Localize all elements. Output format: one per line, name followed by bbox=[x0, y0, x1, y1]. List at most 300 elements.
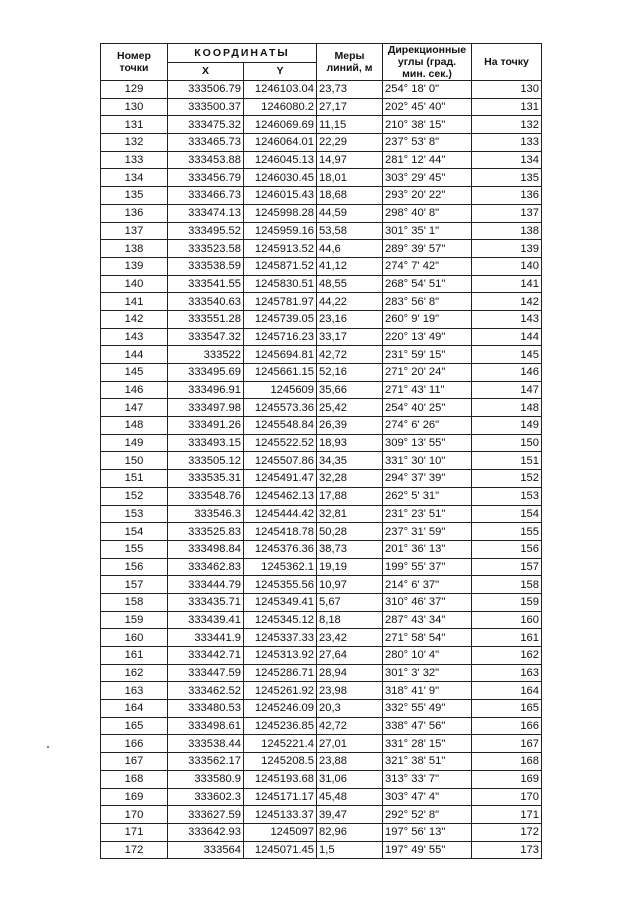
table-row bbox=[101, 364, 542, 382]
to-point-cell: 138 bbox=[472, 222, 542, 240]
direction-angle-cell: 281° 12' 44" bbox=[383, 151, 472, 169]
point-number-cell: 164 bbox=[101, 700, 168, 718]
line-length-cell: 42,72 bbox=[317, 346, 383, 364]
to-point-cell: 165 bbox=[472, 700, 542, 718]
direction-angle-cell: 231° 59' 15" bbox=[383, 346, 472, 364]
point-number-cell: 129 bbox=[101, 81, 168, 99]
y-coordinate-cell: 1245171.17 bbox=[244, 788, 317, 806]
y-coordinate-cell: 1245097 bbox=[244, 823, 317, 841]
x-coordinate-cell: 333602.3 bbox=[168, 788, 244, 806]
direction-angle-cell: 310° 46' 37" bbox=[383, 593, 472, 611]
x-coordinate-cell: 333642.93 bbox=[168, 823, 244, 841]
line-length-cell: 23,16 bbox=[317, 310, 383, 328]
point-number-cell: 145 bbox=[101, 364, 168, 382]
to-point-cell: 161 bbox=[472, 629, 542, 647]
line-length-cell: 25,42 bbox=[317, 399, 383, 417]
line-length-cell: 26,39 bbox=[317, 417, 383, 435]
point-number-cell: 159 bbox=[101, 611, 168, 629]
table-row bbox=[101, 417, 542, 435]
line-length-cell: 33,17 bbox=[317, 328, 383, 346]
y-coordinate-cell: 1245286.71 bbox=[244, 664, 317, 682]
table-row bbox=[101, 151, 542, 169]
x-coordinate-cell: 333447.59 bbox=[168, 664, 244, 682]
line-length-cell: 22,29 bbox=[317, 134, 383, 152]
direction-angle-cell: 231° 23' 51" bbox=[383, 505, 472, 523]
y-coordinate-cell: 1246069.69 bbox=[244, 116, 317, 134]
point-number-cell: 142 bbox=[101, 310, 168, 328]
table-row bbox=[101, 629, 542, 647]
direction-angle-cell: 301° 35' 1" bbox=[383, 222, 472, 240]
header-to-point: На точку bbox=[472, 44, 542, 81]
table-row bbox=[101, 523, 542, 541]
point-number-cell: 141 bbox=[101, 293, 168, 311]
point-number-cell: 139 bbox=[101, 257, 168, 275]
y-coordinate-cell: 1245609 bbox=[244, 381, 317, 399]
table-body bbox=[101, 81, 542, 859]
direction-angle-cell: 260° 9' 19" bbox=[383, 310, 472, 328]
line-length-cell: 48,55 bbox=[317, 275, 383, 293]
direction-angle-cell: 202° 45' 40" bbox=[383, 98, 472, 116]
y-coordinate-cell: 1245355.56 bbox=[244, 576, 317, 594]
table-row bbox=[101, 611, 542, 629]
x-coordinate-cell: 333480.53 bbox=[168, 700, 244, 718]
point-number-cell: 161 bbox=[101, 647, 168, 665]
line-length-cell: 10,97 bbox=[317, 576, 383, 594]
x-coordinate-cell: 333525.83 bbox=[168, 523, 244, 541]
x-coordinate-cell: 333491.26 bbox=[168, 417, 244, 435]
y-coordinate-cell: 1245830.51 bbox=[244, 275, 317, 293]
table-row bbox=[101, 558, 542, 576]
table-row bbox=[101, 735, 542, 753]
y-coordinate-cell: 1246030.45 bbox=[244, 169, 317, 187]
point-number-cell: 163 bbox=[101, 682, 168, 700]
y-coordinate-cell: 1245208.5 bbox=[244, 753, 317, 771]
direction-angle-cell: 262° 5' 31" bbox=[383, 487, 472, 505]
line-length-cell: 14,97 bbox=[317, 151, 383, 169]
y-coordinate-cell: 1245913.52 bbox=[244, 240, 317, 258]
y-coordinate-cell: 1245548.84 bbox=[244, 417, 317, 435]
line-length-cell: 32,81 bbox=[317, 505, 383, 523]
point-number-cell: 130 bbox=[101, 98, 168, 116]
direction-angle-cell: 271° 58' 54" bbox=[383, 629, 472, 647]
y-coordinate-cell: 1245959.16 bbox=[244, 222, 317, 240]
table-row bbox=[101, 682, 542, 700]
x-coordinate-cell: 333497.98 bbox=[168, 399, 244, 417]
to-point-cell: 158 bbox=[472, 576, 542, 594]
point-number-cell: 146 bbox=[101, 381, 168, 399]
to-point-cell: 139 bbox=[472, 240, 542, 258]
table-row bbox=[101, 540, 542, 558]
table-row bbox=[101, 169, 542, 187]
to-point-cell: 145 bbox=[472, 346, 542, 364]
point-number-cell: 147 bbox=[101, 399, 168, 417]
table-row bbox=[101, 700, 542, 718]
table-row bbox=[101, 823, 542, 841]
y-coordinate-cell: 1246045.13 bbox=[244, 151, 317, 169]
point-number-cell: 155 bbox=[101, 540, 168, 558]
x-coordinate-cell: 333493.15 bbox=[168, 434, 244, 452]
line-length-cell: 38,73 bbox=[317, 540, 383, 558]
x-coordinate-cell: 333474.13 bbox=[168, 204, 244, 222]
table-row bbox=[101, 240, 542, 258]
point-number-cell: 166 bbox=[101, 735, 168, 753]
to-point-cell: 154 bbox=[472, 505, 542, 523]
y-coordinate-cell: 1245221.4 bbox=[244, 735, 317, 753]
direction-angle-cell: 303° 47' 4" bbox=[383, 788, 472, 806]
line-length-cell: 27,01 bbox=[317, 735, 383, 753]
direction-angle-cell: 294° 37' 39" bbox=[383, 470, 472, 488]
direction-angle-cell: 293° 20' 22" bbox=[383, 187, 472, 205]
x-coordinate-cell: 333551.28 bbox=[168, 310, 244, 328]
point-number-cell: 154 bbox=[101, 523, 168, 541]
to-point-cell: 167 bbox=[472, 735, 542, 753]
line-length-cell: 45,48 bbox=[317, 788, 383, 806]
x-coordinate-cell: 333580.9 bbox=[168, 770, 244, 788]
to-point-cell: 150 bbox=[472, 434, 542, 452]
to-point-cell: 147 bbox=[472, 381, 542, 399]
y-coordinate-cell: 1245871.52 bbox=[244, 257, 317, 275]
direction-angle-cell: 301° 3' 32" bbox=[383, 664, 472, 682]
y-coordinate-cell: 1245462.13 bbox=[244, 487, 317, 505]
line-length-cell: 42,72 bbox=[317, 717, 383, 735]
point-number-cell: 133 bbox=[101, 151, 168, 169]
to-point-cell: 132 bbox=[472, 116, 542, 134]
line-length-cell: 27,17 bbox=[317, 98, 383, 116]
to-point-cell: 152 bbox=[472, 470, 542, 488]
line-length-cell: 18,01 bbox=[317, 169, 383, 187]
line-length-cell: 8,18 bbox=[317, 611, 383, 629]
line-length-cell: 5,67 bbox=[317, 593, 383, 611]
direction-angle-cell: 201° 36' 13" bbox=[383, 540, 472, 558]
point-number-cell: 157 bbox=[101, 576, 168, 594]
direction-angle-cell: 237° 31' 59" bbox=[383, 523, 472, 541]
point-number-cell: 138 bbox=[101, 240, 168, 258]
to-point-cell: 146 bbox=[472, 364, 542, 382]
line-length-cell: 19,19 bbox=[317, 558, 383, 576]
y-coordinate-cell: 1245193.68 bbox=[244, 770, 317, 788]
to-point-cell: 149 bbox=[472, 417, 542, 435]
to-point-cell: 166 bbox=[472, 717, 542, 735]
to-point-cell: 140 bbox=[472, 257, 542, 275]
to-point-cell: 141 bbox=[472, 275, 542, 293]
y-coordinate-cell: 1245071.45 bbox=[244, 841, 317, 859]
point-number-cell: 162 bbox=[101, 664, 168, 682]
point-number-cell: 144 bbox=[101, 346, 168, 364]
point-number-cell: 135 bbox=[101, 187, 168, 205]
y-coordinate-cell: 1245507.86 bbox=[244, 452, 317, 470]
x-coordinate-cell: 333439.41 bbox=[168, 611, 244, 629]
point-number-cell: 153 bbox=[101, 505, 168, 523]
direction-angle-cell: 332° 55' 49" bbox=[383, 700, 472, 718]
direction-angle-cell: 338° 47' 56" bbox=[383, 717, 472, 735]
direction-angle-cell: 271° 43' 11" bbox=[383, 381, 472, 399]
to-point-cell: 151 bbox=[472, 452, 542, 470]
table-row bbox=[101, 664, 542, 682]
x-coordinate-cell: 333538.44 bbox=[168, 735, 244, 753]
to-point-cell: 156 bbox=[472, 540, 542, 558]
x-coordinate-cell: 333627.59 bbox=[168, 806, 244, 824]
point-number-cell: 152 bbox=[101, 487, 168, 505]
table-row bbox=[101, 487, 542, 505]
point-number-cell: 167 bbox=[101, 753, 168, 771]
line-length-cell: 44,59 bbox=[317, 204, 383, 222]
point-number-cell: 171 bbox=[101, 823, 168, 841]
table-row bbox=[101, 576, 542, 594]
point-number-cell: 158 bbox=[101, 593, 168, 611]
y-coordinate-cell: 1245261.92 bbox=[244, 682, 317, 700]
x-coordinate-cell: 333498.61 bbox=[168, 717, 244, 735]
table-row bbox=[101, 452, 542, 470]
table-row bbox=[101, 187, 542, 205]
x-coordinate-cell: 333453.88 bbox=[168, 151, 244, 169]
y-coordinate-cell: 1245236.85 bbox=[244, 717, 317, 735]
table-row bbox=[101, 841, 542, 859]
point-number-cell: 151 bbox=[101, 470, 168, 488]
line-length-cell: 31,06 bbox=[317, 770, 383, 788]
y-coordinate-cell: 1245349.41 bbox=[244, 593, 317, 611]
table-row bbox=[101, 346, 542, 364]
direction-angle-cell: 197° 56' 13" bbox=[383, 823, 472, 841]
y-coordinate-cell: 1245573.36 bbox=[244, 399, 317, 417]
table-row bbox=[101, 434, 542, 452]
direction-angle-cell: 280° 10' 4" bbox=[383, 647, 472, 665]
to-point-cell: 148 bbox=[472, 399, 542, 417]
y-coordinate-cell: 1245418.78 bbox=[244, 523, 317, 541]
point-number-cell: 137 bbox=[101, 222, 168, 240]
point-number-cell: 170 bbox=[101, 806, 168, 824]
line-length-cell: 32,28 bbox=[317, 470, 383, 488]
to-point-cell: 134 bbox=[472, 151, 542, 169]
x-coordinate-cell: 333462.83 bbox=[168, 558, 244, 576]
line-length-cell: 28,94 bbox=[317, 664, 383, 682]
direction-angle-cell: 268° 54' 51" bbox=[383, 275, 472, 293]
x-coordinate-cell: 333442.71 bbox=[168, 647, 244, 665]
to-point-cell: 143 bbox=[472, 310, 542, 328]
point-number-cell: 172 bbox=[101, 841, 168, 859]
header-coordinates: КООРДИНАТЫ bbox=[168, 44, 317, 63]
x-coordinate-cell: 333541.55 bbox=[168, 275, 244, 293]
line-length-cell: 17,88 bbox=[317, 487, 383, 505]
to-point-cell: 172 bbox=[472, 823, 542, 841]
point-number-cell: 160 bbox=[101, 629, 168, 647]
x-coordinate-cell: 333435.71 bbox=[168, 593, 244, 611]
direction-angle-cell: 237° 53' 8" bbox=[383, 134, 472, 152]
to-point-cell: 173 bbox=[472, 841, 542, 859]
to-point-cell: 133 bbox=[472, 134, 542, 152]
to-point-cell: 131 bbox=[472, 98, 542, 116]
x-coordinate-cell: 333562.17 bbox=[168, 753, 244, 771]
header-y: Y bbox=[244, 62, 317, 81]
direction-angle-cell: 292° 52' 8" bbox=[383, 806, 472, 824]
header-x: X bbox=[168, 62, 244, 81]
to-point-cell: 144 bbox=[472, 328, 542, 346]
y-coordinate-cell: 1245345.12 bbox=[244, 611, 317, 629]
y-coordinate-cell: 1245376.36 bbox=[244, 540, 317, 558]
direction-angle-cell: 321° 38' 51" bbox=[383, 753, 472, 771]
to-point-cell: 170 bbox=[472, 788, 542, 806]
direction-angle-cell: 283° 56' 8" bbox=[383, 293, 472, 311]
to-point-cell: 159 bbox=[472, 593, 542, 611]
table-row bbox=[101, 505, 542, 523]
to-point-cell: 157 bbox=[472, 558, 542, 576]
direction-angle-cell: 254° 18' 0" bbox=[383, 81, 472, 99]
x-coordinate-cell: 333466.73 bbox=[168, 187, 244, 205]
to-point-cell: 130 bbox=[472, 81, 542, 99]
direction-angle-cell: 210° 38' 15" bbox=[383, 116, 472, 134]
direction-angle-cell: 331° 30' 10" bbox=[383, 452, 472, 470]
table-row bbox=[101, 275, 542, 293]
to-point-cell: 142 bbox=[472, 293, 542, 311]
x-coordinate-cell: 333564 bbox=[168, 841, 244, 859]
to-point-cell: 135 bbox=[472, 169, 542, 187]
x-coordinate-cell: 333475.32 bbox=[168, 116, 244, 134]
x-coordinate-cell: 333500.37 bbox=[168, 98, 244, 116]
line-length-cell: 52,16 bbox=[317, 364, 383, 382]
coordinates-table bbox=[100, 43, 542, 859]
table-row bbox=[101, 470, 542, 488]
y-coordinate-cell: 1245313.92 bbox=[244, 647, 317, 665]
y-coordinate-cell: 1245246.09 bbox=[244, 700, 317, 718]
point-number-cell: 136 bbox=[101, 204, 168, 222]
y-coordinate-cell: 1245522.52 bbox=[244, 434, 317, 452]
table-row bbox=[101, 116, 542, 134]
x-coordinate-cell: 333441.9 bbox=[168, 629, 244, 647]
direction-angle-cell: 197° 49' 55" bbox=[383, 841, 472, 859]
line-length-cell: 44,22 bbox=[317, 293, 383, 311]
line-length-cell: 18,68 bbox=[317, 187, 383, 205]
y-coordinate-cell: 1245716.23 bbox=[244, 328, 317, 346]
x-coordinate-cell: 333498.84 bbox=[168, 540, 244, 558]
line-length-cell: 23,98 bbox=[317, 682, 383, 700]
point-number-cell: 148 bbox=[101, 417, 168, 435]
x-coordinate-cell: 333462.52 bbox=[168, 682, 244, 700]
direction-angle-cell: 220° 13' 49" bbox=[383, 328, 472, 346]
point-number-cell: 149 bbox=[101, 434, 168, 452]
to-point-cell: 162 bbox=[472, 647, 542, 665]
point-number-cell: 168 bbox=[101, 770, 168, 788]
line-length-cell: 41,12 bbox=[317, 257, 383, 275]
y-coordinate-cell: 1245661.15 bbox=[244, 364, 317, 382]
line-length-cell: 23,73 bbox=[317, 81, 383, 99]
x-coordinate-cell: 333496.91 bbox=[168, 381, 244, 399]
table-row bbox=[101, 257, 542, 275]
x-coordinate-cell: 333548.76 bbox=[168, 487, 244, 505]
y-coordinate-cell: 1246015.43 bbox=[244, 187, 317, 205]
x-coordinate-cell: 333505.12 bbox=[168, 452, 244, 470]
y-coordinate-cell: 1246103.04 bbox=[244, 81, 317, 99]
direction-angle-cell: 274° 7' 42" bbox=[383, 257, 472, 275]
table-row bbox=[101, 328, 542, 346]
line-length-cell: 53,58 bbox=[317, 222, 383, 240]
y-coordinate-cell: 1245998.28 bbox=[244, 204, 317, 222]
direction-angle-cell: 289° 39' 57" bbox=[383, 240, 472, 258]
to-point-cell: 155 bbox=[472, 523, 542, 541]
x-coordinate-cell: 333465.73 bbox=[168, 134, 244, 152]
y-coordinate-cell: 1245337.33 bbox=[244, 629, 317, 647]
line-length-cell: 23,42 bbox=[317, 629, 383, 647]
direction-angle-cell: 274° 6' 26" bbox=[383, 417, 472, 435]
x-coordinate-cell: 333535.31 bbox=[168, 470, 244, 488]
header-direction-angles: Дирекционные углы (град. мин. сек.) bbox=[383, 44, 472, 81]
direction-angle-cell: 318° 41' 9" bbox=[383, 682, 472, 700]
table-row bbox=[101, 381, 542, 399]
y-coordinate-cell: 1245133.37 bbox=[244, 806, 317, 824]
x-coordinate-cell: 333547.32 bbox=[168, 328, 244, 346]
line-length-cell: 27,64 bbox=[317, 647, 383, 665]
scan-speck bbox=[47, 746, 49, 748]
y-coordinate-cell: 1245781.97 bbox=[244, 293, 317, 311]
table-row bbox=[101, 788, 542, 806]
x-coordinate-cell: 333495.52 bbox=[168, 222, 244, 240]
direction-angle-cell: 313° 33' 7" bbox=[383, 770, 472, 788]
y-coordinate-cell: 1246080.2 bbox=[244, 98, 317, 116]
to-point-cell: 153 bbox=[472, 487, 542, 505]
direction-angle-cell: 309° 13' 55" bbox=[383, 434, 472, 452]
point-number-cell: 132 bbox=[101, 134, 168, 152]
table-row bbox=[101, 399, 542, 417]
direction-angle-cell: 303° 29' 45" bbox=[383, 169, 472, 187]
table-row bbox=[101, 204, 542, 222]
direction-angle-cell: 298° 40' 8" bbox=[383, 204, 472, 222]
table-row bbox=[101, 222, 542, 240]
line-length-cell: 35,66 bbox=[317, 381, 383, 399]
to-point-cell: 171 bbox=[472, 806, 542, 824]
x-coordinate-cell: 333522 bbox=[168, 346, 244, 364]
point-number-cell: 140 bbox=[101, 275, 168, 293]
point-number-cell: 150 bbox=[101, 452, 168, 470]
point-number-cell: 169 bbox=[101, 788, 168, 806]
point-number-cell: 156 bbox=[101, 558, 168, 576]
table-row bbox=[101, 593, 542, 611]
direction-angle-cell: 287° 43' 34" bbox=[383, 611, 472, 629]
x-coordinate-cell: 333495.69 bbox=[168, 364, 244, 382]
y-coordinate-cell: 1245491.47 bbox=[244, 470, 317, 488]
line-length-cell: 18,93 bbox=[317, 434, 383, 452]
line-length-cell: 39,47 bbox=[317, 806, 383, 824]
x-coordinate-cell: 333444.79 bbox=[168, 576, 244, 594]
line-length-cell: 34,35 bbox=[317, 452, 383, 470]
to-point-cell: 168 bbox=[472, 753, 542, 771]
point-number-cell: 165 bbox=[101, 717, 168, 735]
table-row bbox=[101, 81, 542, 99]
x-coordinate-cell: 333538.59 bbox=[168, 257, 244, 275]
table-row bbox=[101, 717, 542, 735]
line-length-cell: 11,15 bbox=[317, 116, 383, 134]
y-coordinate-cell: 1246064.01 bbox=[244, 134, 317, 152]
line-length-cell: 50,28 bbox=[317, 523, 383, 541]
to-point-cell: 163 bbox=[472, 664, 542, 682]
table-row bbox=[101, 753, 542, 771]
direction-angle-cell: 214° 6' 37" bbox=[383, 576, 472, 594]
direction-angle-cell: 271° 20' 24" bbox=[383, 364, 472, 382]
line-length-cell: 20,3 bbox=[317, 700, 383, 718]
x-coordinate-cell: 333523.58 bbox=[168, 240, 244, 258]
y-coordinate-cell: 1245694.81 bbox=[244, 346, 317, 364]
table-row bbox=[101, 770, 542, 788]
to-point-cell: 136 bbox=[472, 187, 542, 205]
line-length-cell: 23,88 bbox=[317, 753, 383, 771]
to-point-cell: 164 bbox=[472, 682, 542, 700]
x-coordinate-cell: 333546.3 bbox=[168, 505, 244, 523]
x-coordinate-cell: 333540.63 bbox=[168, 293, 244, 311]
table-row bbox=[101, 293, 542, 311]
table-row bbox=[101, 134, 542, 152]
direction-angle-cell: 254° 40' 25" bbox=[383, 399, 472, 417]
to-point-cell: 137 bbox=[472, 204, 542, 222]
to-point-cell: 160 bbox=[472, 611, 542, 629]
y-coordinate-cell: 1245739.05 bbox=[244, 310, 317, 328]
line-length-cell: 1,5 bbox=[317, 841, 383, 859]
